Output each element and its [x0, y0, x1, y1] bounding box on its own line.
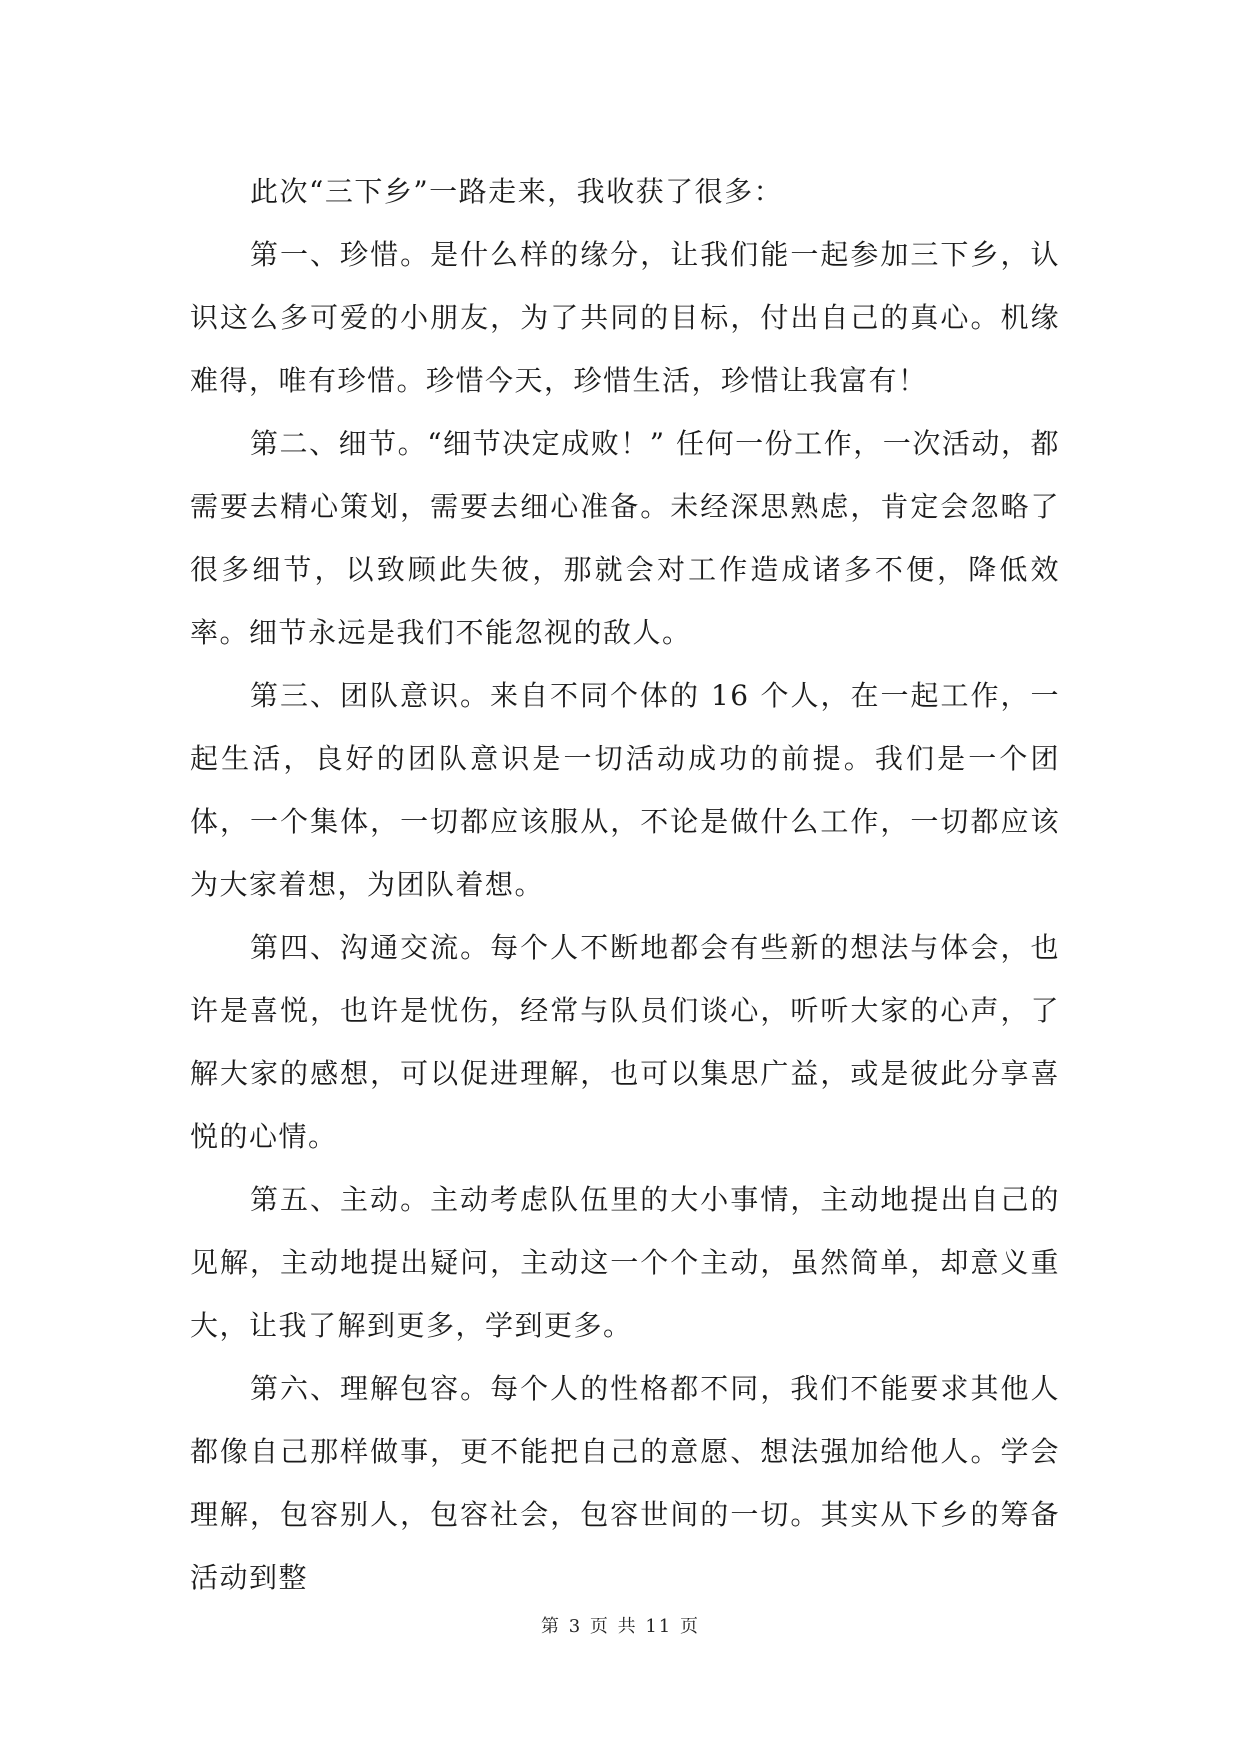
paragraph-details: 第二、细节。“细节决定成败！” 任何一份工作，一次活动，都需要去精心策划，需要去细心准备。未经深思熟虑，肯定会忽略了很多细节，以致顾此失彼，那就会对工作造成诸多不便，降低效率。细节永远是我们不能忽视的敌人。	[190, 427, 1060, 649]
paragraph-initiative: 第五、主动。主动考虑队伍里的大小事情，主动地提出自己的见解，主动地提出疑问，主动这一个个主动，虽然简单，却意义重大，让我了解到更多，学到更多。	[190, 1183, 1060, 1342]
paragraph-teamwork: 第三、团队意识。来自不同个体的 16 个人，在一起工作，一起生活，良好的团队意识是一切活动成功的前提。我们是一个团体，一个集体，一切都应该服从，不论是做什么工作，一切都应该为大家着想，为团队着想。	[190, 679, 1060, 901]
document-body	[190, 160, 1060, 1609]
page-number-footer: 第 3 页 共 11 页	[541, 1616, 700, 1637]
paragraph-intro: 此次“三下乡”一路走来，我收获了很多：	[250, 175, 784, 208]
paragraph-tolerance: 第六、理解包容。每个人的性格都不同，我们不能要求其他人都像自己那样做事，更不能把自己的意愿、想法强加给他人。学会理解，包容别人，包容社会，包容世间的一切。其实从下乡的筹备活动到整	[190, 1372, 1060, 1594]
paragraph-communication: 第四、沟通交流。每个人不断地都会有些新的想法与体会，也许是喜悦，也许是忧伤，经常与队员们谈心，听听大家的心声，了解大家的感想，可以促进理解，也可以集思广益，或是彼此分享喜悦的心情。	[190, 931, 1060, 1153]
paragraph-cherish: 第一、珍惜。是什么样的缘分，让我们能一起参加三下乡，认识这么多可爱的小朋友，为了共同的目标，付出自己的真心。机缘难得，唯有珍惜。珍惜今天，珍惜生活，珍惜让我富有！	[190, 238, 1060, 397]
